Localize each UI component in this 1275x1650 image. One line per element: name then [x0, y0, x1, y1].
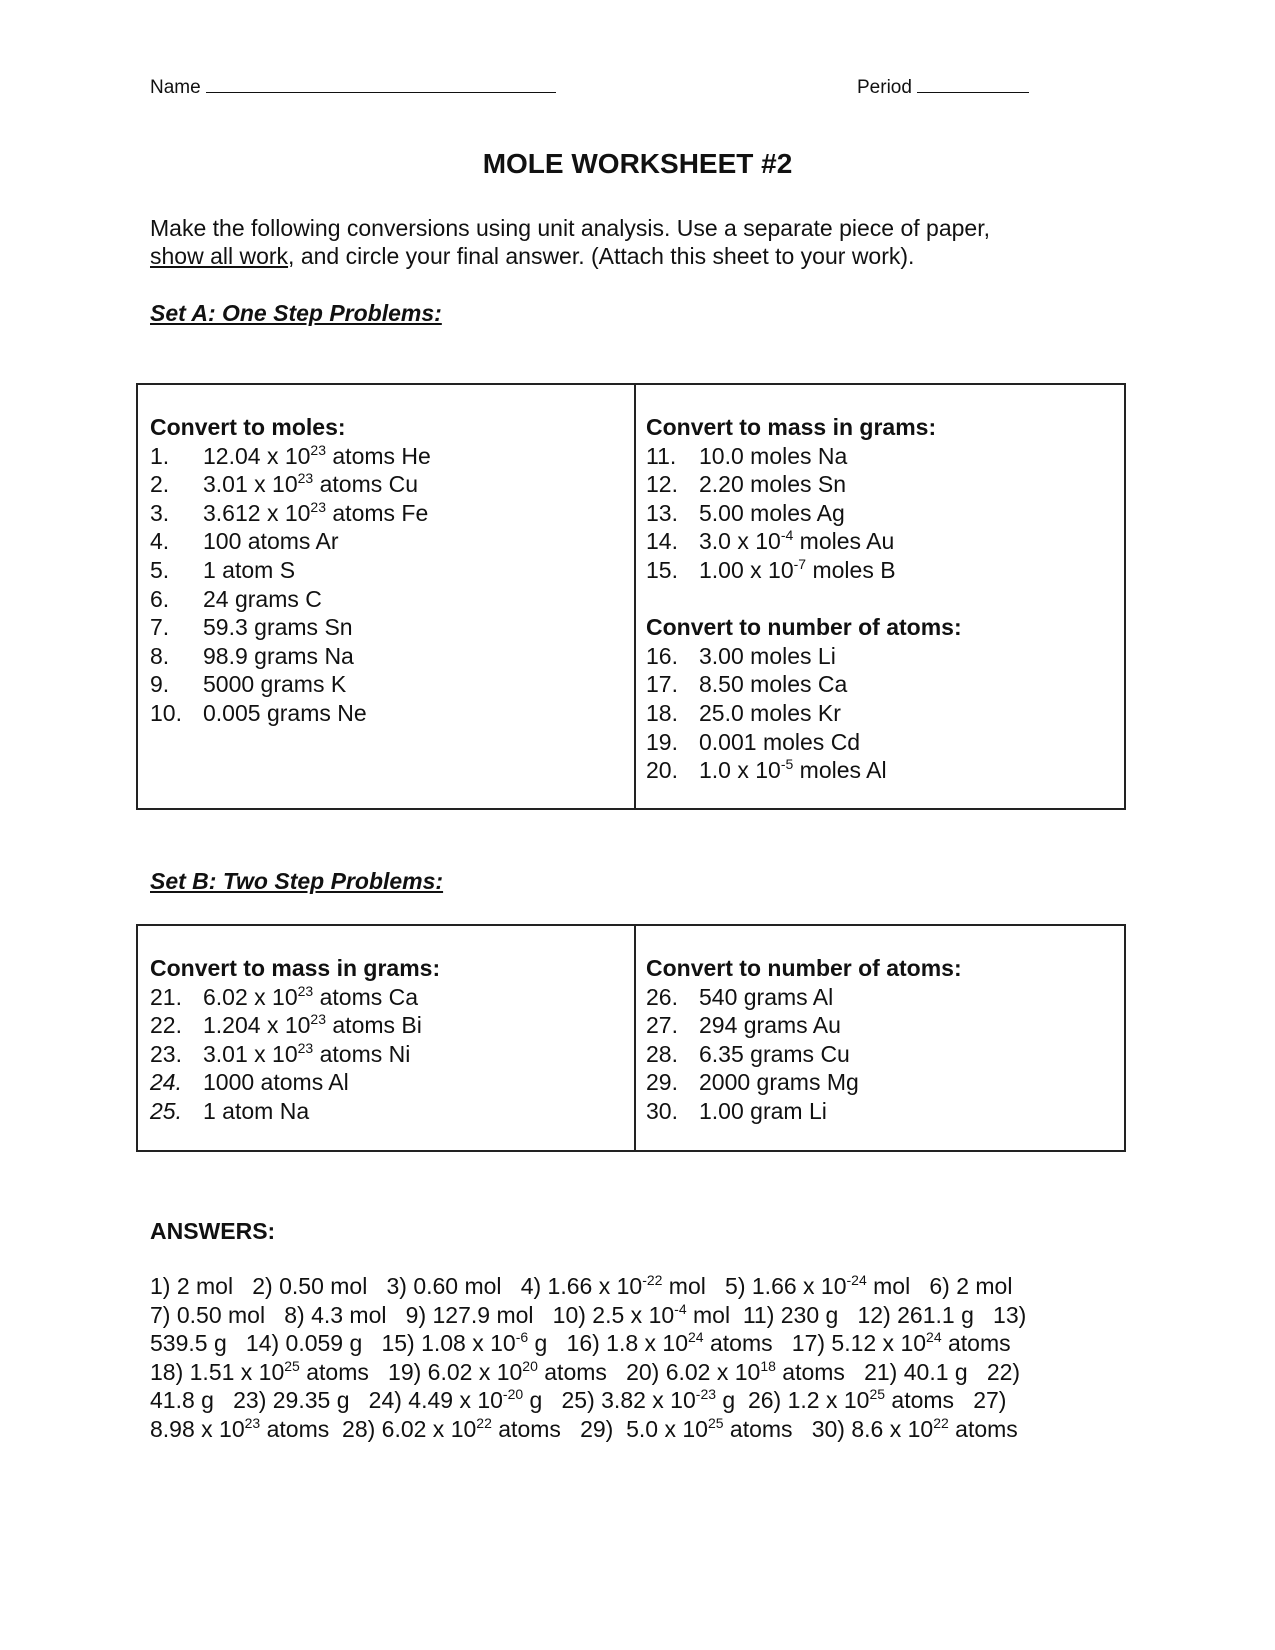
problem-number: 7.: [150, 614, 170, 641]
answer-text: g 25) 3.82 x 10: [523, 1387, 696, 1414]
problem-number: 1.: [150, 442, 170, 469]
problem-item: [646, 556, 962, 585]
answers-line: [150, 1415, 1150, 1444]
answer-text: 1) 2 mol 2) 0.50 mol 3) 0.60 mol 4) 1.66 x 10: [150, 1273, 643, 1299]
period-field: [857, 72, 1029, 99]
answer-exponent: -24: [846, 1272, 867, 1288]
answer-text: 8.98 x 10: [150, 1415, 245, 1442]
problem-unit: atoms Ca: [313, 983, 419, 1010]
set-a-right-top-items: [646, 442, 962, 585]
answers-block: [150, 1272, 1150, 1444]
problem-unit: moles Au: [793, 528, 895, 555]
problem-number: 12.: [646, 471, 678, 498]
answer-exponent: 25: [284, 1357, 300, 1374]
problem-text: 3.01 x 10: [203, 471, 298, 498]
set-b-divider: [634, 926, 636, 1150]
problem-text: 294 grams Au: [699, 1012, 841, 1039]
set-a-left-heading: Convert to moles:: [150, 414, 346, 440]
problem-text: 3.0 x 10: [699, 528, 781, 555]
problem-unit: atoms Cu: [313, 471, 419, 498]
set-a-left-items: [150, 442, 431, 728]
exponent: -4: [780, 527, 794, 544]
answer-text: g 16) 1.8 x 10: [528, 1330, 688, 1357]
problem-item: [150, 527, 431, 556]
problem-item: [150, 442, 431, 471]
answer-text: atoms: [948, 1415, 1018, 1442]
problem-text: 3.612 x 10: [203, 499, 311, 526]
problem-text: 3.00 moles Li: [699, 642, 836, 669]
problem-number: 29.: [646, 1069, 678, 1096]
problem-text: 100 atoms Ar: [203, 528, 339, 555]
problem-number: 4.: [150, 528, 170, 555]
problem-text: 1.00 gram Li: [699, 1097, 827, 1124]
problem-number: 18.: [646, 699, 678, 726]
problem-unit: atoms Bi: [326, 1012, 422, 1039]
answer-exponent: 23: [244, 1414, 261, 1431]
problem-item: [150, 1011, 440, 1040]
problem-number: 23.: [150, 1040, 182, 1067]
answers-line: [150, 1301, 1150, 1330]
answer-exponent: -6: [515, 1329, 529, 1346]
problem-unit: atoms Fe: [326, 499, 429, 526]
problem-unit: atoms He: [326, 442, 431, 469]
problem-item: [150, 983, 440, 1012]
set-b-box: [136, 924, 1126, 1152]
answer-text: mol 5) 1.66 x 10: [662, 1273, 847, 1299]
problem-number: 26.: [646, 983, 678, 1010]
problem-number: 14.: [646, 528, 678, 555]
problem-item: [150, 1068, 440, 1097]
exponent: -5: [780, 756, 794, 773]
problem-text: 1 atom S: [203, 556, 296, 583]
problem-item: [150, 642, 431, 671]
problem-text: 1.0 x 10: [699, 757, 781, 784]
problem-number: 19.: [646, 728, 678, 755]
problem-number: 11.: [646, 442, 677, 469]
answer-exponent: -20: [502, 1386, 524, 1403]
problem-number: 22.: [150, 1012, 182, 1039]
problem-text: 1.00 x 10: [699, 556, 794, 583]
problem-text: 59.3 grams Sn: [203, 614, 353, 641]
answer-text: mol 11) 230 g 12) 261.1 g 13): [686, 1301, 1027, 1328]
problem-number: 17.: [646, 671, 678, 698]
problem-item: [150, 585, 431, 614]
problem-text: 12.04 x 10: [203, 442, 311, 469]
problem-text: 540 grams Al: [699, 983, 834, 1010]
problem-text: 1 atom Na: [203, 1097, 310, 1124]
set-a-right-top-heading: Convert to mass in grams:: [646, 414, 937, 440]
answers-line: [150, 1272, 1150, 1301]
problem-text: 6.35 grams Cu: [699, 1040, 850, 1067]
period-blank-line: [917, 72, 1029, 93]
set-b-right-column: [646, 954, 962, 1126]
exponent: 23: [310, 498, 326, 515]
set-a-right-bottom-items: [646, 642, 962, 785]
set-a-heading: Set A: One Step Problems:: [150, 300, 442, 326]
answer-exponent: 24: [926, 1329, 942, 1346]
problem-item: [150, 699, 431, 728]
set-b-left-column: [150, 954, 440, 1126]
problem-number: 24.: [150, 1069, 182, 1096]
problem-item: [150, 470, 431, 499]
answer-text: atoms: [941, 1330, 1011, 1357]
problem-unit: moles B: [806, 556, 896, 583]
problem-number: 16.: [646, 642, 678, 669]
problem-item: [646, 1040, 962, 1069]
problem-text: 10.0 moles Na: [699, 442, 848, 469]
problem-item: [150, 1040, 440, 1069]
spacer: [646, 585, 962, 614]
answer-text: 7) 0.50 mol 8) 4.3 mol 9) 127.9 mol 10) 2.5 x 10: [150, 1301, 675, 1328]
set-b-left-heading: Convert to mass in grams:: [150, 955, 441, 981]
answers-heading: ANSWERS:: [150, 1218, 276, 1244]
set-a-divider: [634, 385, 636, 808]
answer-exponent: 22: [933, 1414, 949, 1431]
period-label: Period: [857, 77, 912, 98]
set-b-right-items: [646, 983, 962, 1126]
problem-item: [646, 728, 962, 757]
problem-text: 98.9 grams Na: [203, 642, 354, 669]
exponent: -7: [793, 555, 807, 572]
problem-item: [150, 613, 431, 642]
problem-number: 3.: [150, 499, 170, 526]
problem-item: [150, 556, 431, 585]
answer-text: atoms 27): [885, 1387, 1007, 1414]
problem-item: [646, 527, 962, 556]
problem-item: [150, 670, 431, 699]
problem-number: 2.: [150, 471, 170, 498]
exponent: 23: [297, 470, 314, 487]
answer-exponent: -22: [642, 1272, 663, 1288]
problem-text: 6.02 x 10: [203, 983, 298, 1010]
problem-text: 2.20 moles Sn: [699, 471, 847, 498]
problem-number: 28.: [646, 1040, 678, 1067]
answer-exponent: 24: [688, 1329, 704, 1346]
name-label: Name: [150, 77, 201, 98]
name-field: [150, 72, 556, 99]
problem-text: 3.01 x 10: [203, 1040, 298, 1067]
answer-exponent: -23: [695, 1386, 717, 1403]
exponent: 23: [297, 982, 314, 999]
problem-number: 6.: [150, 585, 170, 612]
problem-item: [150, 499, 431, 528]
answer-exponent: -4: [674, 1300, 687, 1317]
problem-number: 21.: [150, 983, 182, 1010]
set-a-right-column: [646, 413, 962, 785]
answers-line: [150, 1358, 1150, 1387]
answers-line: [150, 1329, 1150, 1358]
problem-item: [646, 1068, 962, 1097]
problem-number: 15.: [646, 556, 678, 583]
answer-text: 41.8 g 23) 29.35 g 24) 4.49 x 10: [150, 1387, 503, 1414]
set-a-right-bottom-heading: Convert to number of atoms:: [646, 614, 962, 641]
problem-number: 13.: [646, 499, 678, 526]
problem-item: [646, 983, 962, 1012]
set-b-left-items: [150, 983, 440, 1126]
answer-text: g 26) 1.2 x 10: [716, 1387, 870, 1414]
answer-text: atoms 30) 8.6 x 10: [723, 1415, 934, 1442]
problem-number: 8.: [150, 642, 170, 669]
problem-item: [150, 1097, 440, 1126]
answer-text: atoms 17) 5.12 x 10: [703, 1330, 927, 1357]
problem-item: [646, 1011, 962, 1040]
problem-number: 25.: [150, 1097, 182, 1124]
answer-text: atoms 29) 5.0 x 10: [491, 1415, 708, 1442]
problem-number: 30.: [646, 1097, 678, 1124]
problem-number: 10.: [150, 699, 182, 726]
problem-item: [646, 642, 962, 671]
set-b-heading: Set B: Two Step Problems:: [150, 868, 444, 894]
problem-unit: moles Al: [793, 757, 887, 784]
exponent: 23: [310, 1011, 326, 1028]
problem-text: 0.005 grams Ne: [203, 699, 367, 726]
problem-item: [646, 699, 962, 728]
exponent: 23: [310, 441, 326, 458]
problem-text: 24 grams C: [203, 585, 322, 612]
instructions: [150, 214, 1150, 270]
answer-exponent: 20: [522, 1357, 538, 1374]
problem-number: 20.: [646, 757, 678, 784]
problem-text: 1.204 x 10: [203, 1012, 311, 1039]
problem-unit: atoms Ni: [313, 1040, 411, 1067]
answer-text: 539.5 g 14) 0.059 g 15) 1.08 x 10: [150, 1330, 516, 1357]
answer-text: atoms 20) 6.02 x 10: [537, 1358, 761, 1385]
problem-text: 0.001 moles Cd: [699, 728, 861, 755]
answer-text: atoms 28) 6.02 x 10: [260, 1415, 477, 1442]
problem-number: 9.: [150, 671, 170, 698]
problem-item: [646, 670, 962, 699]
answer-text: atoms 21) 40.1 g 22): [775, 1358, 1021, 1385]
problem-item: [646, 756, 962, 785]
problem-text: 25.0 moles Kr: [699, 699, 841, 726]
problem-text: 8.50 moles Ca: [699, 671, 848, 698]
problem-number: 5.: [150, 556, 170, 583]
answer-exponent: 18: [760, 1357, 776, 1374]
instructions-part1: Make the following conversions using unit analysis. Use a separate piece of paper,: [150, 215, 990, 241]
problem-text: 1000 atoms Al: [203, 1069, 349, 1096]
name-blank-line: [206, 72, 556, 93]
answer-text: mol 6) 2 mol: [866, 1273, 1013, 1299]
problem-item: [646, 470, 962, 499]
instructions-show-all-work: show all work: [150, 243, 289, 269]
answer-text: 18) 1.51 x 10: [150, 1358, 285, 1385]
problem-text: 5000 grams K: [203, 671, 347, 698]
set-b-right-heading: Convert to number of atoms:: [646, 955, 962, 981]
problem-number: 27.: [646, 1012, 678, 1039]
problem-text: 2000 grams Mg: [699, 1069, 859, 1096]
answers-line: [150, 1386, 1150, 1415]
page-title: MOLE WORKSHEET #2: [482, 148, 793, 179]
answer-exponent: 25: [707, 1414, 724, 1431]
problem-item: [646, 442, 962, 471]
problem-item: [646, 1097, 962, 1126]
answer-exponent: 25: [869, 1386, 886, 1403]
answer-text: atoms 19) 6.02 x 10: [299, 1358, 523, 1385]
instructions-part2: , and circle your final answer. (Attach this sheet to your work).: [288, 243, 915, 269]
problem-text: 5.00 moles Ag: [699, 499, 845, 526]
exponent: 23: [297, 1039, 314, 1056]
problem-item: [646, 499, 962, 528]
set-a-left-column: [150, 413, 431, 728]
answer-exponent: 22: [476, 1414, 492, 1431]
set-a-box: [136, 383, 1126, 810]
